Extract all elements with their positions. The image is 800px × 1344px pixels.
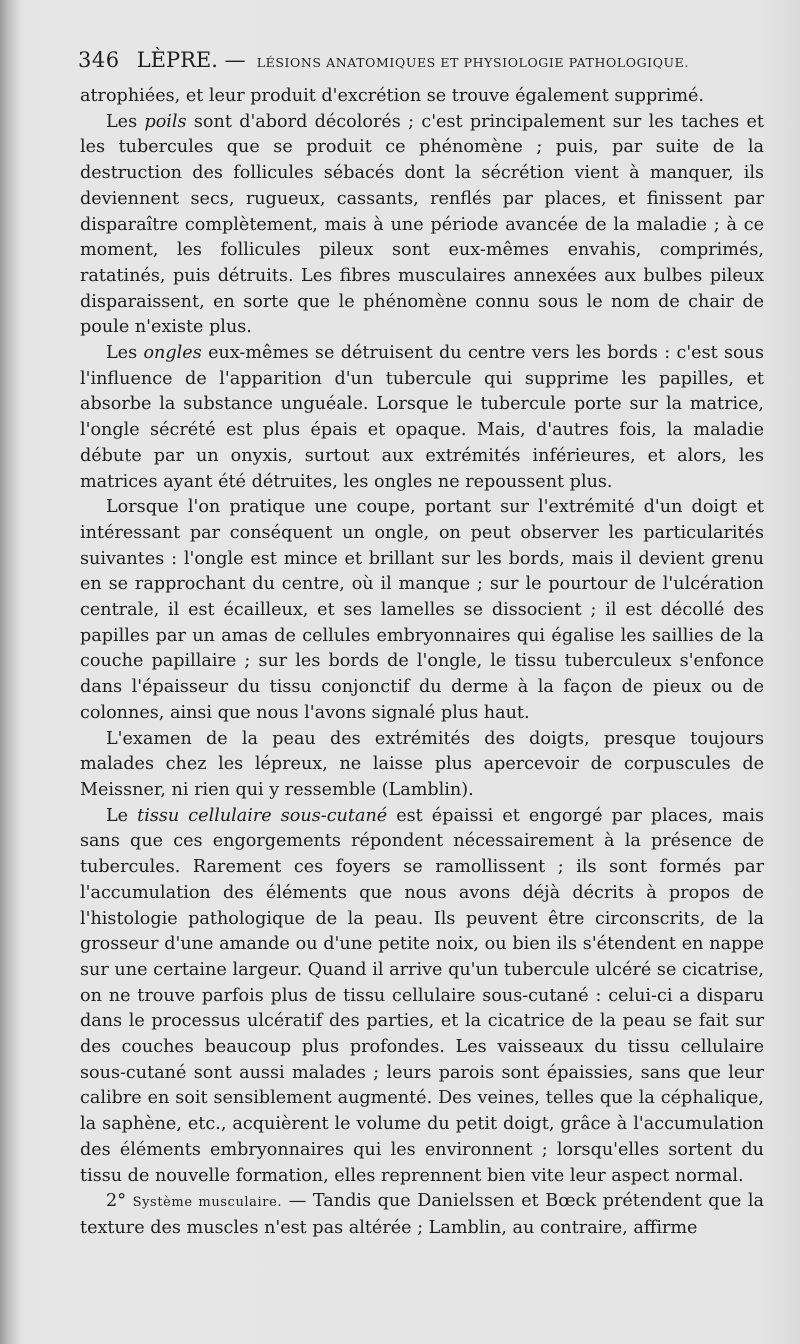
italic-term: poils [144,111,187,132]
paragraph-text: est épaissi et engorgé par places, mais sans que ces engorgements répondent nécessairement à la présence de tubercules. Rarement ces foyers se ramollissent ; ils sont formés par l'accumulation des éléments que nous avons déjà décrits à propos de l'histologie pathologique de la peau. Ils peuvent être circonscrits, de la grosseur d'une amande ou d'une petite noix, ou bien ils s'étendent en nappe sur une certaine largeur. Quand il arrive qu'un tubercule ulcéré se cicatrise, on ne trouve parfois plus de tissu cellulaire sous-cutané : celui-ci a disparu dans le processus ulcératif des parties, et la cicatrice de la peau se fait sur des couches beaucoup plus profondes. Les vaisseaux du tissu cellulaire sous-cutané sont aussi malades ; leurs parois sont épaissies, sans que leur calibre en soit sensiblement augmenté. Des veines, telles que la céphalique, la saphène, etc., acquièrent le volume du petit doigt, grâce à l'accumulation des éléments embryonnaires qui les environnent ; lorsqu'elles sortent du tissu de nouvelle formation, elles reprennent bien vite leur aspect normal. [80,805,764,1186]
paragraph-poils [80,110,764,341]
paragraph-coupe: Lorsque l'on pratique une coupe, portant sur l'extrémité d'un doigt et intéressant par conséquent un ongle, on peut observer les particularités suivantes : l'ongle est mince et brillant sur les bords, mais il devient grenu en se rapprochant du centre, où il manque ; sur le pourtour de l'ulcération centrale, il est écailleux, et ses lamelles se dissocient ; il est décollé des papilles par un amas de cellules embryonnaires qui égalise les saillies de la couche papillaire ; sur les bords de l'ongle, le tissu tuberculeux s'enfonce dans l'épaisseur du tissu conjonctif du derme à la façon de pieux ou de colonnes, ainsi que nous l'avons signalé plus haut. [80,497,764,723]
section-number: 2° [106,1191,133,1212]
paragraph-ongles [80,341,764,495]
running-subtitle: LÉSIONS ANATOMIQUES ET PHYSIOLOGIE PATHOLOGIQUE. [256,55,689,70]
paragraph-examen: L'examen de la peau des extrémités des doigts, presque toujours malades chez les lépreux, ne laisse plus apercevoir de corpuscules de Meissner, ni rien qui y ressemble (Lamblin). [80,728,764,800]
italic-term: ongles [143,343,202,364]
paragraph-tissu-cellulaire [80,804,764,1190]
italic-term: tissu cellulaire sous-cutané [137,805,388,826]
page-number: 346 [78,48,120,72]
running-title: LÈPRE. — [136,48,246,72]
paragraph-text: Les [106,111,145,132]
paragraph-continuation: atrophiées, et leur produit d'excrétion se trouve également supprimé. [80,86,705,106]
body-text [80,84,764,1242]
running-header [78,48,764,76]
paragraph-text: eux-mêmes se détruisent du centre vers les bords : c'est sous l'influence de l'apparition d'un tubercule qui supprime les papilles, et absorbe la substance unguéale. Lorsque le tubercule porte sur la matrice, l'ongle sécrété est plus épais et opaque. Mais, d'autres fois, la maladie débute par un onyxis, surtout aux extrémités inférieures, et alors, les matrices ayant été détruites, les ongles ne repoussent plus. [80,343,764,492]
paragraph-text: sont d'abord décolorés ; c'est principalement sur les taches et les tubercules que se produit ce phénomène ; puis, par suite de la destruction des follicules sébacés dont la sécrétion vient à manquer, ils deviennent secs, rugueux, cassants, renflés par places, et finissent par disparaître complètement, mais à une période avancée de la maladie ; à ce moment, les follicules pileux sont eux-mêmes envahis, comprimés, ratatinés, puis détruits. Les fibres musculaires annexées aux bulbes pileux disparaissent, en sorte que le phénomène connu sous le nom de chair de poule n'existe plus. [80,111,764,338]
paragraph-systeme-musculaire [80,1189,764,1241]
section-heading: Système musculaire. [132,1195,283,1211]
paragraph-text: Les [106,343,144,364]
paragraph-text: — Tandis que Danielssen et Bœck prétendent que la texture des muscles n'est pas altérée ; Lamblin, au contraire, affirme [80,1191,764,1238]
page-binding-shadow [0,0,22,1344]
paragraph-text: Le [106,805,138,826]
